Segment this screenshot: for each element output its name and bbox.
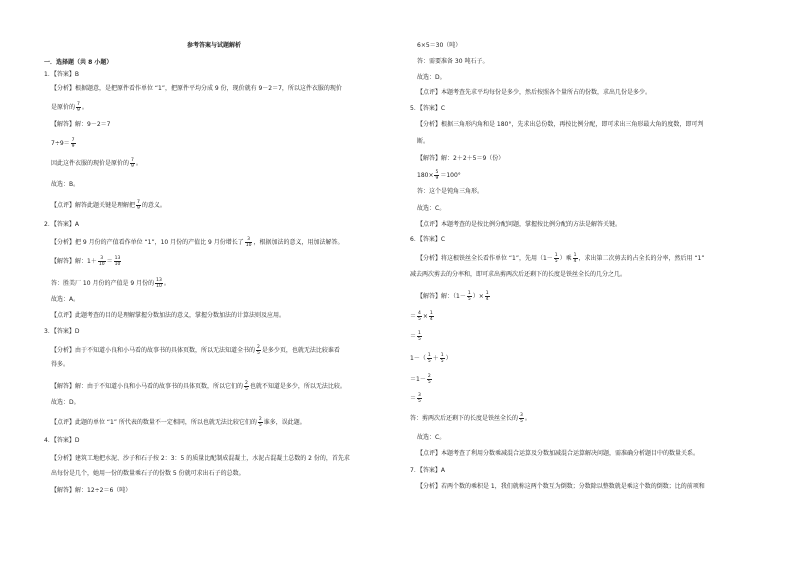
- q6-fraction-1-5: $\frac{1}{5}$: [418, 331, 421, 342]
- q5-choice: 故选：C。: [417, 205, 446, 212]
- q6-fraction-1-4: $\frac{1}{4}$: [485, 291, 489, 302]
- q5-analysis-line1: 【分析】根据三角形内角和是 180°，先求出总份数，再按比例分配，即可求出三角形最大角的度数，即可判: [417, 121, 704, 128]
- q1-fraction-7-9: $\frac{7}{9}$: [137, 200, 140, 211]
- q1-analysis-line2: 是原价的 $\frac{7}{9}$ 。: [51, 102, 88, 113]
- q4-solution-line1: 【解答】解：12÷2＝6（吨）: [51, 487, 132, 494]
- q1-fraction-7-9: $\frac{7}{9}$: [71, 138, 75, 149]
- q6-choice: 故选：C。: [417, 434, 446, 441]
- q5-solution-line1: 【解答】解：2＋2＋5＝9（份）: [417, 155, 505, 162]
- q5-answer: 5．【答案】C: [410, 105, 446, 112]
- q2-answer: 2．【答案】A: [44, 221, 79, 228]
- q1-choice: 故选：B。: [51, 181, 80, 188]
- q1-fraction-7-9: $\frac{7}{9}$: [77, 102, 80, 113]
- q6-step-6: ＝ $\frac{3}{5}$: [410, 393, 421, 404]
- q2-fraction-3-10: $\frac{3}{10}$: [245, 237, 252, 248]
- q4-answer-text: 答：需要准备 30 吨石子。: [417, 58, 489, 65]
- q6-analysis-line2: 减去两次剪去的分率和，即可求出剪两次后还剩下的长度是铁丝全长的几分之几。: [410, 271, 627, 278]
- q6-step-5: ＝1－ $\frac{2}{5}$: [410, 374, 431, 385]
- q6-fraction-1-5: $\frac{1}{5}$: [440, 353, 444, 364]
- q6-fraction-3-5: $\frac{3}{5}$: [520, 413, 523, 424]
- q6-fraction-1-5: $\frac{1}{5}$: [467, 291, 471, 302]
- q2-answer-text: 答：胜美厂 10 月份的产值是 9 月份的 $\frac{13}{10}$ 。: [51, 278, 170, 289]
- q1-solution-line1: 【解答】解：9－2＝7: [51, 121, 111, 128]
- q2-analysis: 【分析】把 9 月份的产值看作单位 “1”，10 月份的产值比 9 月份增长了 $\frac{3}{10}$ ，根据加法的意义，用加法解答。: [51, 237, 344, 248]
- q6-step-2: ＝ $\frac{4}{5}$ × $\frac{1}{4}$: [410, 311, 433, 322]
- q2-solution: 【解答】解：1＋ $\frac{3}{10}$ ＝ $\frac{13}{10}$: [51, 256, 121, 267]
- q1-comment: 【点评】解答此题关键是理解把 $\frac{7}{9}$ 的意义。: [51, 200, 166, 211]
- q6-answer: 6．【答案】C: [410, 236, 446, 243]
- q2-fraction-3-10: $\frac{3}{10}$: [98, 256, 105, 267]
- q5-comment: 【点评】本题考查的是按比例分配问题，掌握按比例分配的方法是解答关键。: [417, 221, 622, 228]
- q6-step-4: 1－（ $\frac{1}{5}$ ＋ $\frac{1}{5}$ ）: [410, 353, 452, 364]
- q6-fraction-1-5: $\frac{1}{5}$: [554, 253, 558, 264]
- q4-analysis-line2: 出每份是几个，她用一份的数量乘石子的份数 5 份就可求出石子的总数。: [51, 470, 245, 477]
- page-title: 参考答案与试题解析: [187, 42, 242, 49]
- q2-choice: 故选：A。: [51, 296, 80, 303]
- q1-answer: 1．【答案】B: [44, 71, 79, 78]
- q6-fraction-3-5: $\frac{3}{5}$: [418, 393, 421, 404]
- q3-solution: 【解答】解：由于不知道小良和小马看的故事书的具体页数，所以它们的 $\frac{2}{5}$ 也就不知道是多少，所以无法比较。: [51, 381, 346, 392]
- q3-fraction-2-5: $\frac{2}{5}$: [258, 417, 262, 428]
- q1-conclusion: 因此这件衣服的现价是原价的 $\frac{7}{9}$ 。: [51, 158, 142, 169]
- q3-fraction-2-5: $\frac{2}{5}$: [245, 381, 248, 392]
- q1-analysis-text: 是原价的: [51, 104, 76, 111]
- q3-answer: 3．【答案】D: [44, 328, 80, 335]
- q2-fraction-13-10: $\frac{13}{10}$: [114, 256, 121, 267]
- q3-choice: 故选：D。: [51, 399, 80, 406]
- q4-choice: 故选：D。: [417, 74, 446, 81]
- q7-analysis-line1: 【分析】若两个数的乘积是 1，我们就称这两个数互为倒数；分数除以整数就是乘这个数的倒数；比的前项和: [417, 483, 705, 490]
- q6-fraction-1-4: $\frac{1}{4}$: [573, 253, 577, 264]
- q6-analysis-line1: 【分析】将这根铁丝全长看作单位 “1”，先用（1－ $\frac{1}{5}$ ）乘 $\frac{1}{4}$ ，求出第二次剪去的占全长的分率，然后用 “1”: [417, 253, 705, 264]
- q6-comment: 【点评】本题考查了利用分数乘减混合运算及分数加减混合运算解决问题，需准确分析题目中的数量关系。: [417, 450, 700, 457]
- q2-comment: 【点评】此题考查的目的是理解掌握分数加法的意义，掌握分数加法的计算法则及应用。: [51, 312, 286, 319]
- q6-solution-line1: 【解答】解：（1－ $\frac{1}{5}$ ）× $\frac{1}{4}$: [417, 291, 489, 302]
- q3-fraction-2-5: $\frac{2}{5}$: [257, 345, 260, 356]
- q1-solution-line2: 7÷9＝ $\frac{7}{9}$: [51, 138, 75, 149]
- q1-fraction-7-9: $\frac{7}{9}$: [131, 158, 134, 169]
- q5-answer-text: 答：这个是钝角三角形。: [417, 188, 484, 195]
- section-heading: 一．选择题（共 8 小题）: [44, 59, 113, 66]
- q1-analysis-line1: 【分析】根据题意，是把原件看作单位 “1”，把原件平均分成 9 份，现价就有 9－2＝7，所以这件衣服的现价: [51, 85, 342, 92]
- q5-fraction-5-9: $\frac{5}{9}$: [435, 170, 439, 181]
- q6-answer-text: 答：剪两次后还剩下的长度是铁丝全长的 $\frac{3}{5}$ 。: [410, 413, 531, 424]
- q6-fraction-2-5: $\frac{2}{5}$: [427, 374, 431, 385]
- q6-fraction-4-5: $\frac{4}{5}$: [418, 311, 421, 322]
- q6-fraction-1-4: $\frac{1}{4}$: [429, 311, 433, 322]
- q6-fraction-1-5: $\frac{1}{5}$: [427, 353, 431, 364]
- q5-analysis-line2: 断。: [417, 138, 430, 145]
- q3-analysis-line1: 【分析】由于不知道小良和小马看的故事书的具体页数，所以无法知道全书的 $\frac{2}{5}$ 是多少页，也就无法比较谁看: [51, 345, 340, 356]
- q5-solution-line2: 180× $\frac{5}{9}$ ＝100°: [417, 170, 461, 181]
- q7-answer: 7．【答案】A: [410, 467, 445, 474]
- q4-analysis-line1: 【分析】建筑工地把水泥、沙子和石子按 2：3：5 的质量比配制成混凝土，水泥占混凝土总数的 2 份的，首先求: [51, 455, 350, 462]
- q2-fraction-13-10: $\frac{13}{10}$: [156, 278, 162, 289]
- q4-comment: 【点评】本题考查先求平均每份是多少，然后按照各个量所占的份数，求出几份是多少。: [417, 89, 652, 96]
- q4-solution-line2: 6×5＝30（吨）: [417, 42, 462, 49]
- q6-step-3: ＝ $\frac{1}{5}$: [410, 331, 421, 342]
- q4-answer: 4．【答案】D: [44, 437, 80, 444]
- q3-analysis-line2: 得多。: [51, 361, 70, 368]
- q3-comment: 【点评】此题的单位 “1” 所代表的数量不一定相同，所以也就无法比较它们的 $\frac{2}{5}$ 谁多，误此题。: [51, 417, 306, 428]
